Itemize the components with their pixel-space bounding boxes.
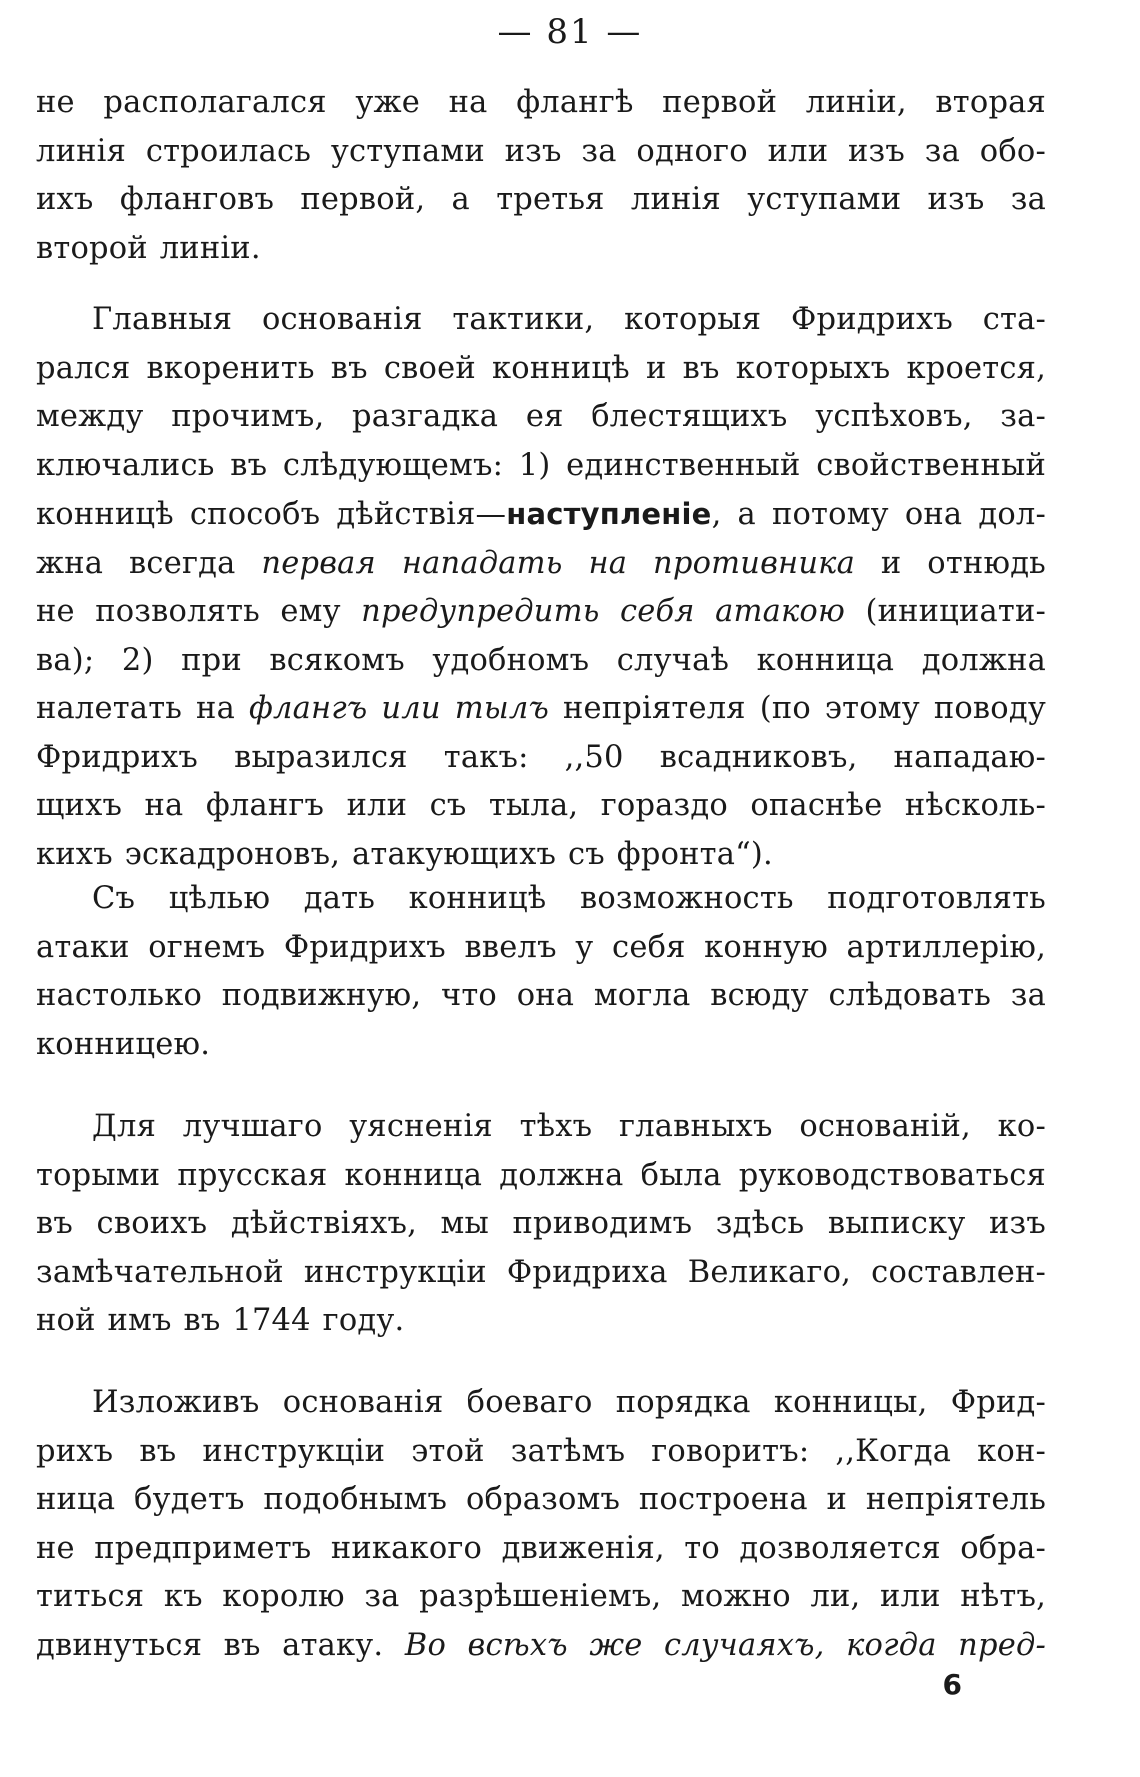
text-line <box>36 490 1046 540</box>
paragraph-2 <box>36 296 1046 879</box>
text-line: щихъ на флангъ или съ тыла, гораздо опаснѣе нѣсколь- <box>36 788 1046 823</box>
text-line <box>36 540 1046 589</box>
text-line: конницею. <box>36 1026 211 1062</box>
text-line: не предприметъ никакого движенія, то дозволяется обра- <box>36 1530 1046 1566</box>
text-run: не позволять ему <box>36 594 362 629</box>
text-line: Съ цѣлью дать конницѣ возможность подготовлять <box>92 881 1046 916</box>
text-line: ница будетъ подобнымъ образомъ построена и непріятель <box>36 1482 1046 1517</box>
text-run: налетать на <box>36 691 249 726</box>
text-line: не располагался уже на флангѣ первой линіи, вторая <box>36 85 1046 120</box>
text-line: рался вкоренить въ своей конницѣ и въ которыхъ кроется, <box>36 350 1046 386</box>
text-line: линія строилась уступами изъ за одного или изъ за обо- <box>36 133 1046 169</box>
text-run: жна всегда <box>36 545 262 581</box>
text-line: Фридрихъ выразился такъ: ,,50 всадниковъ, нападаю- <box>36 739 1046 775</box>
text-line: кихъ эскадроновъ, атакующихъ съ фронта“). <box>36 836 773 872</box>
text-line: Для лучшаго уясненія тѣхъ главныхъ основаній, ко- <box>92 1109 1046 1144</box>
text-run: (инициати- <box>845 594 1046 629</box>
emphasis-italic: флангъ или тылъ <box>248 691 550 726</box>
emphasis-italic: первая нападать на противника <box>261 545 855 581</box>
text-line: атаки огнемъ Фридрихъ ввелъ у себя конную артиллерію, <box>36 929 1046 965</box>
text-run: двинуться въ атаку. <box>36 1627 405 1663</box>
emphasis-bold: наступленіе <box>506 497 712 531</box>
printer-signature: 6 <box>942 1668 962 1701</box>
paragraph-5 <box>36 1379 1046 1670</box>
text-line: ва); 2) при всякомъ удобномъ случаѣ конница должна <box>36 642 1046 678</box>
text-run: и отнюдь <box>854 545 1046 581</box>
text-line: ихъ фланговъ первой, а третья линія уступами изъ за <box>36 182 1046 217</box>
text-line: торыми прусская конница должна была руководствоваться <box>36 1157 1046 1193</box>
text-line: Главныя основанія тактики, которыя Фридрихъ ста- <box>92 302 1046 337</box>
text-line: рихъ въ инструкціи этой затѣмъ говоритъ: ,,Когда кон- <box>36 1433 1046 1469</box>
text-line: ной имъ въ 1744 году. <box>36 1303 405 1338</box>
text-line: Изложивъ основанія боеваго порядка конницы, Фрид- <box>92 1385 1046 1420</box>
text-line <box>36 685 1046 734</box>
text-run: конницѣ способъ дѣйствія— <box>36 497 507 532</box>
emphasis-italic: предупредить себя атакою <box>361 594 846 629</box>
text-line: титься къ королю за разрѣшеніемъ, можно ли, или нѣтъ, <box>36 1579 1046 1614</box>
emphasis-italic: Во всѣхъ же случаяхъ, когда пред- <box>404 1627 1046 1663</box>
text-line <box>36 588 1046 637</box>
text-line <box>36 1622 1046 1671</box>
text-line: между прочимъ, разгадка ея блестящихъ успѣховъ, за- <box>36 399 1046 434</box>
paragraph-1 <box>36 79 1046 273</box>
paragraph-3 <box>36 875 1046 1069</box>
text-run: , а потому она дол- <box>711 497 1046 532</box>
text-line: второй линіи. <box>36 230 261 266</box>
text-line: замѣчательной инструкціи Фридриха Великаго, составлен- <box>36 1254 1046 1290</box>
text-line: въ своихъ дѣйствіяхъ, мы приводимъ здѣсь выписку изъ <box>36 1206 1046 1241</box>
text-line: ключались въ слѣдующемъ: 1) единственный свойственный <box>36 447 1046 483</box>
page-number: — 81 — <box>497 12 643 52</box>
paragraph-4 <box>36 1103 1046 1346</box>
text-run: непріятеля (по этому поводу <box>549 691 1046 726</box>
text-line: настолько подвижную, что она могла всюду слѣдовать за <box>36 978 1046 1013</box>
